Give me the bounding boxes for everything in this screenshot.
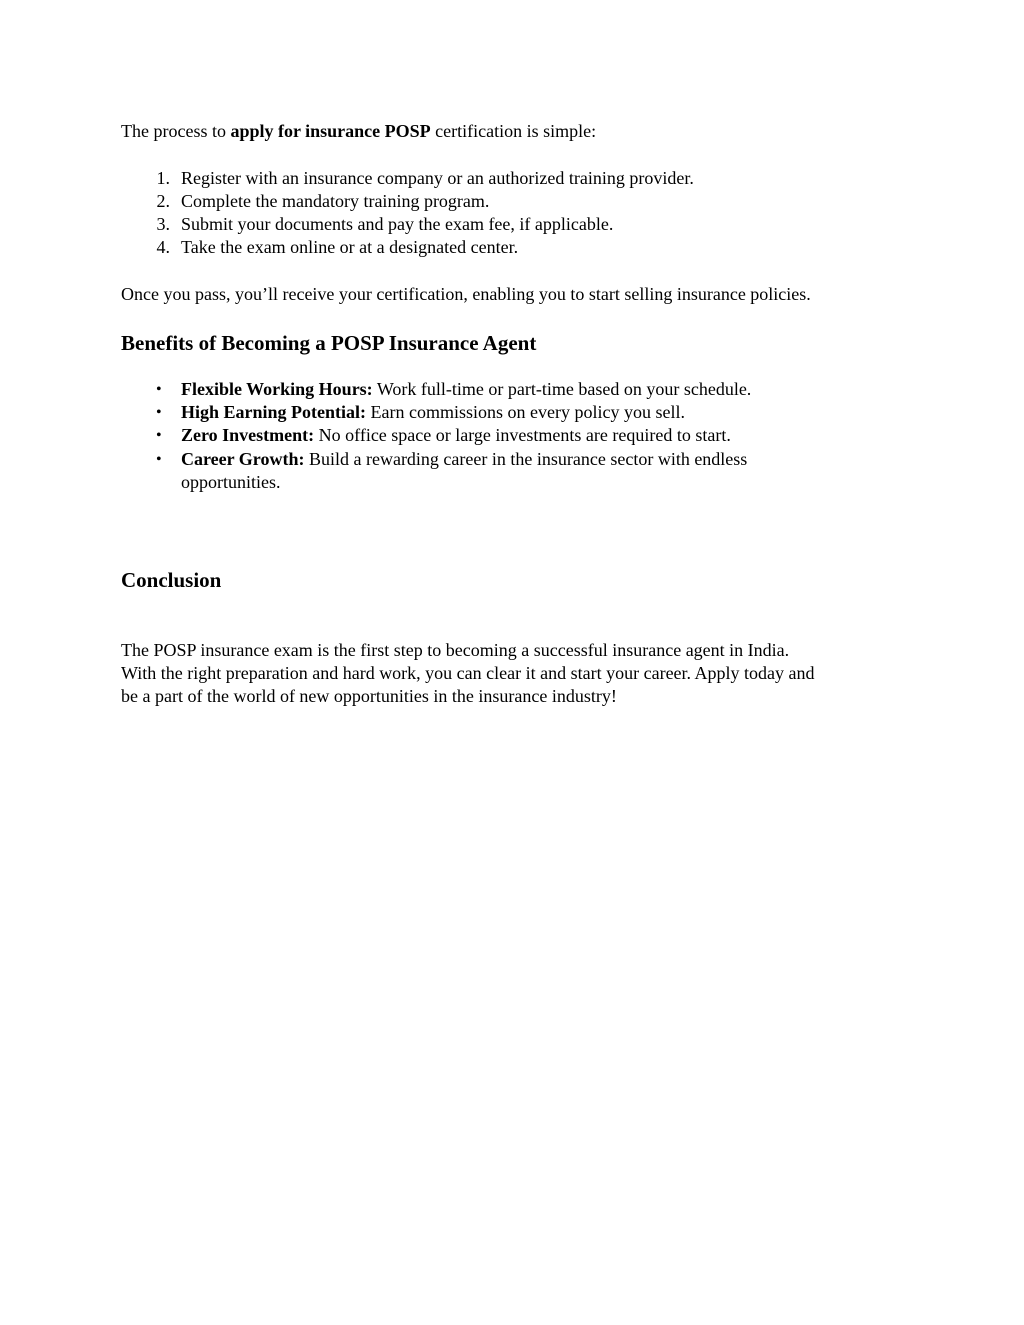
benefit-label: Flexible Working Hours: <box>181 379 373 399</box>
step-text: Complete the mandatory training program. <box>181 191 490 211</box>
benefit-continuation: opportunities. <box>181 472 281 492</box>
step-number: 1. <box>156 168 170 188</box>
conclusion-line: With the right preparation and hard work, you can clear it and start your career. Apply today and <box>121 663 815 683</box>
after-steps-paragraph: Once you pass, you’ll receive your certification, enabling you to start selling insurance policies. <box>121 284 811 304</box>
step-number: 2. <box>156 191 170 211</box>
step-number: 4. <box>156 237 170 257</box>
benefit-text: Earn commissions on every policy you sell. <box>366 402 685 422</box>
benefit-item <box>181 448 747 471</box>
step-number: 3. <box>156 214 170 234</box>
benefit-label: Career Growth: <box>181 449 305 469</box>
bullet-icon: • <box>156 451 162 468</box>
benefit-item <box>181 401 685 424</box>
step-text: Register with an insurance company or an authorized training provider. <box>181 168 694 188</box>
conclusion-line: be a part of the world of new opportunities in the insurance industry! <box>121 686 617 706</box>
bullet-icon: • <box>156 427 162 444</box>
benefit-item <box>181 378 751 401</box>
intro-paragraph <box>121 120 596 143</box>
benefit-text: Build a rewarding career in the insurance sector with endless <box>304 449 748 469</box>
benefits-heading: Benefits of Becoming a POSP Insurance Agent <box>121 331 537 355</box>
intro-suffix: certification is simple: <box>430 121 597 141</box>
benefit-label: High Earning Potential: <box>181 402 367 422</box>
bullet-icon: • <box>156 381 162 398</box>
conclusion-line: The POSP insurance exam is the first step to becoming a successful insurance agent in India. <box>121 640 790 660</box>
intro-bold-text: apply for insurance POSP <box>230 121 431 141</box>
bullet-icon: • <box>156 404 162 421</box>
step-text: Submit your documents and pay the exam fee, if applicable. <box>181 214 614 234</box>
intro-prefix: The process to <box>121 121 231 141</box>
benefit-text: Work full-time or part-time based on your schedule. <box>372 379 752 399</box>
conclusion-heading: Conclusion <box>121 568 222 592</box>
step-text: Take the exam online or at a designated center. <box>181 237 519 257</box>
benefit-label: Zero Investment: <box>181 425 315 445</box>
benefit-text: No office space or large investments are required to start. <box>314 425 731 445</box>
benefit-item <box>181 424 731 447</box>
